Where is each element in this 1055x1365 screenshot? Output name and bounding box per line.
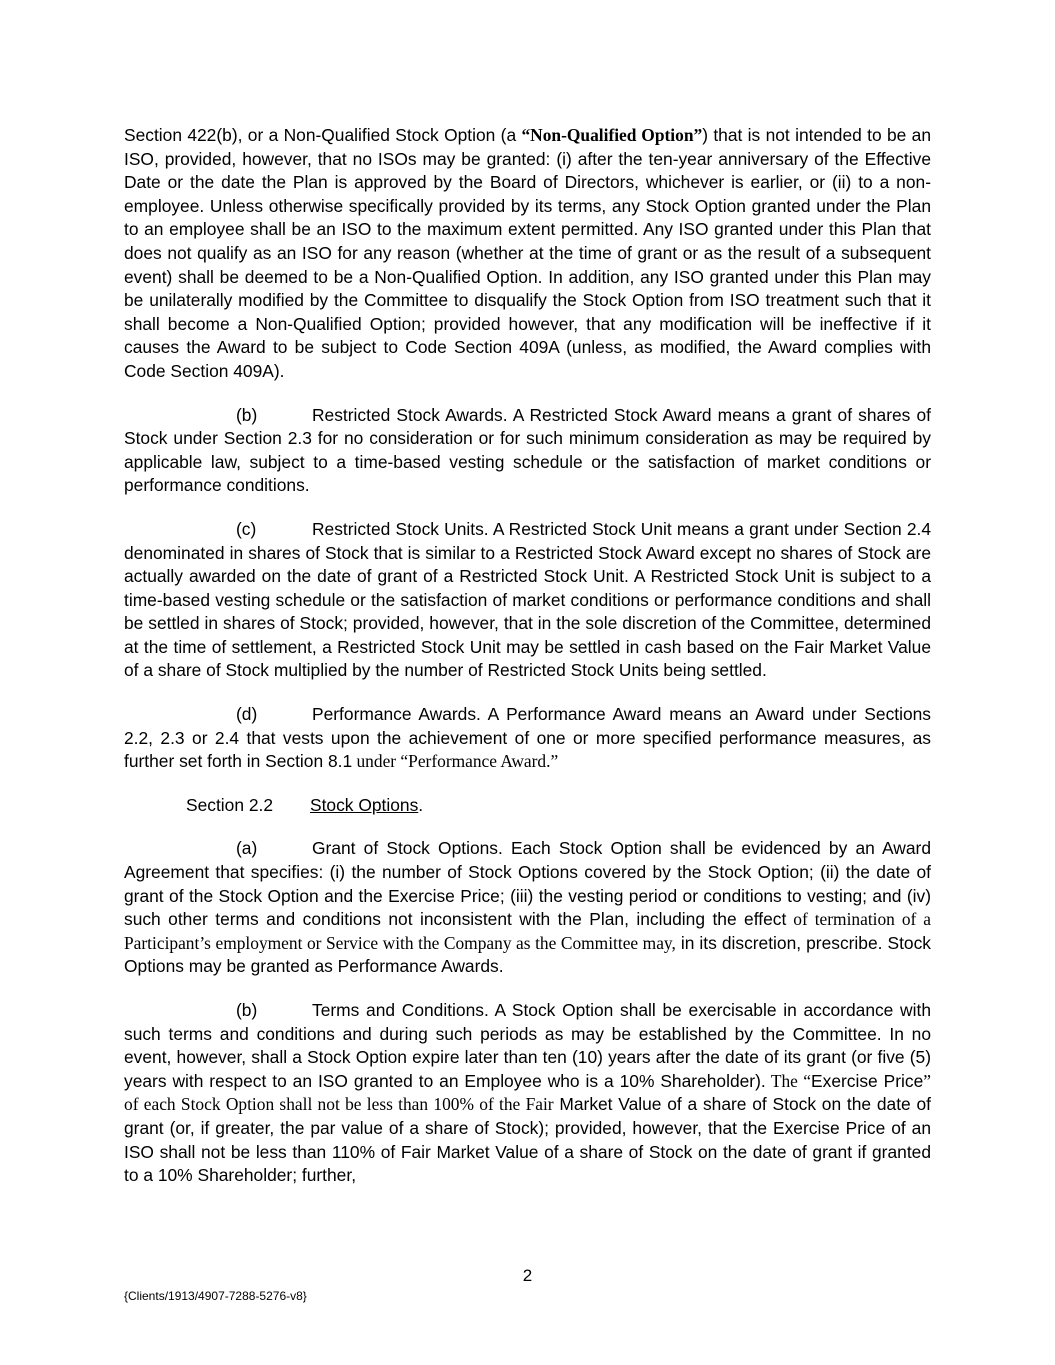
document-body xyxy=(124,124,931,1208)
paragraph-text: Terms and Conditions. A Stock Option shall be exercisable in accordance with such terms and conditions and during such periods as may be established by the Committee. In no event, however, shall a Stock Option expire later than ten (10) years after the date of its grant (or five (5) years with respect to an ISO granted to an Employee who is a 10% Shareholder). xyxy=(124,1000,931,1091)
paragraph-label: (b) xyxy=(236,404,258,425)
defined-term-non-qualified-option: “Non-Qualified Option” xyxy=(521,125,703,145)
paragraph-label: (a) xyxy=(236,838,258,859)
paragraph-label: (d) xyxy=(236,704,258,725)
paragraph-text: ) that is not intended to be an ISO, provided, however, that no ISOs may be granted: (i) after the ten-year anniversary of the Effective Date or the date the Plan is approved by the Board of Directors, whichever is earlier, or (ii) to a non-employee. Unless otherwise specifically provided by its terms, any Stock Option granted under the Plan to an employee shall be an ISO to the maximum extent permitted. Any ISO granted under this Plan that does not qualify as an ISO for any reason (whether at the time of grant or as the result of a subsequent event) shall be deemed to be a Non-Qualified Option. In addition, any ISO granted under this Plan may be unilaterally modified by the Committee to disqualify the Stock Option from ISO treatment such that it shall become a Non-Qualified Option; provided however, that any modification will be ineffective if it causes the Award to be subject to Code Section 409A (unless, as modified, the Award complies with Code Section 409A). xyxy=(124,125,932,381)
paragraph-text-serif: ” of each Stock Option shall not be less than 100% of the Fair xyxy=(124,1070,931,1115)
defined-term-exercise-price: Exercise Price xyxy=(811,1070,924,1091)
paragraph-terms-and-conditions xyxy=(124,999,931,1188)
paragraph-restricted-stock-awards xyxy=(124,404,931,498)
page-number: 2 xyxy=(522,1266,533,1285)
paragraph-text: in its discretion, prescribe. Stock Options may be granted as Performance Awards. xyxy=(124,932,931,977)
document-id: {Clients/1913/4907-7288-5276-v8} xyxy=(124,1289,307,1303)
paragraph-text: Market Value of a share of Stock on the date of grant (or, if greater, the par value of a share of Stock); provided, however, that the Exercise Price of an ISO shall not be less than 110% of Fair Market Value of a share of Stock on the date of grant if granted to a 10% Shareholder; further, xyxy=(124,1094,932,1186)
paragraph-text: Performance Awards. A Performance Award means an Award under Sections 2.2, 2.3 or 2.4 that vests upon the achievement of one or more specified performance measures, as further set forth in Section 8.1 xyxy=(124,704,931,772)
section-heading xyxy=(186,794,931,818)
paragraph-grant-of-stock-options xyxy=(124,837,931,979)
paragraph-text-serif: of termination of a Participant’s employment or Service with the Company as the Committee may, xyxy=(124,909,931,953)
paragraph-text-serif: under “Performance Award.” xyxy=(352,751,559,772)
section-title: Stock Options xyxy=(310,794,419,815)
paragraph-text: Section 422(b), or a Non-Qualified Stock Option (a xyxy=(124,125,522,145)
paragraph-iso-definition xyxy=(124,124,931,384)
paragraph-label: (b) xyxy=(236,1000,258,1020)
paragraph-text-serif: The “ xyxy=(765,1070,812,1091)
paragraph-restricted-stock-units xyxy=(124,518,931,683)
section-number: Section 2.2 xyxy=(186,794,274,815)
paragraph-label: (c) xyxy=(236,518,257,539)
paragraph-text: Grant of Stock Options. Each Stock Option shall be evidenced by an Award Agreement that specifies: (i) the number of Stock Options covered by the Stock Option; (ii) the date of grant of the Stock Option and the Exercise Price; (iii) the vesting period or conditions to vesting; and (iv) such other terms and conditions not inconsistent with the Plan, including the effect xyxy=(124,838,931,930)
paragraph-performance-awards xyxy=(124,703,931,774)
paragraph-text: Restricted Stock Awards. A Restricted Stock Award means a grant of shares of Stock under Section 2.3 for no consideration or for such minimum consideration as may be required by applicable law, subject to a time-based vesting schedule or the satisfaction of market conditions or performance conditions. xyxy=(124,404,931,496)
paragraph-text: Restricted Stock Units. A Restricted Stock Unit means a grant under Section 2.4 denominated in shares of Stock that is similar to a Restricted Stock Award except no shares of Stock are actually awarded on the date of grant of a Restricted Stock Unit. A Restricted Stock Unit is subject to a time-based vesting schedule or the satisfaction of market conditions or performance conditions and shall be settled in shares of Stock; provided, however, that in the sole discretion of the Committee, determined at the time of settlement, a Restricted Stock Unit may be settled in cash based on the Fair Market Value of a share of Stock multiplied by the number of Restricted Stock Units being settled. xyxy=(124,518,931,681)
section-title-punct: . xyxy=(418,794,424,815)
